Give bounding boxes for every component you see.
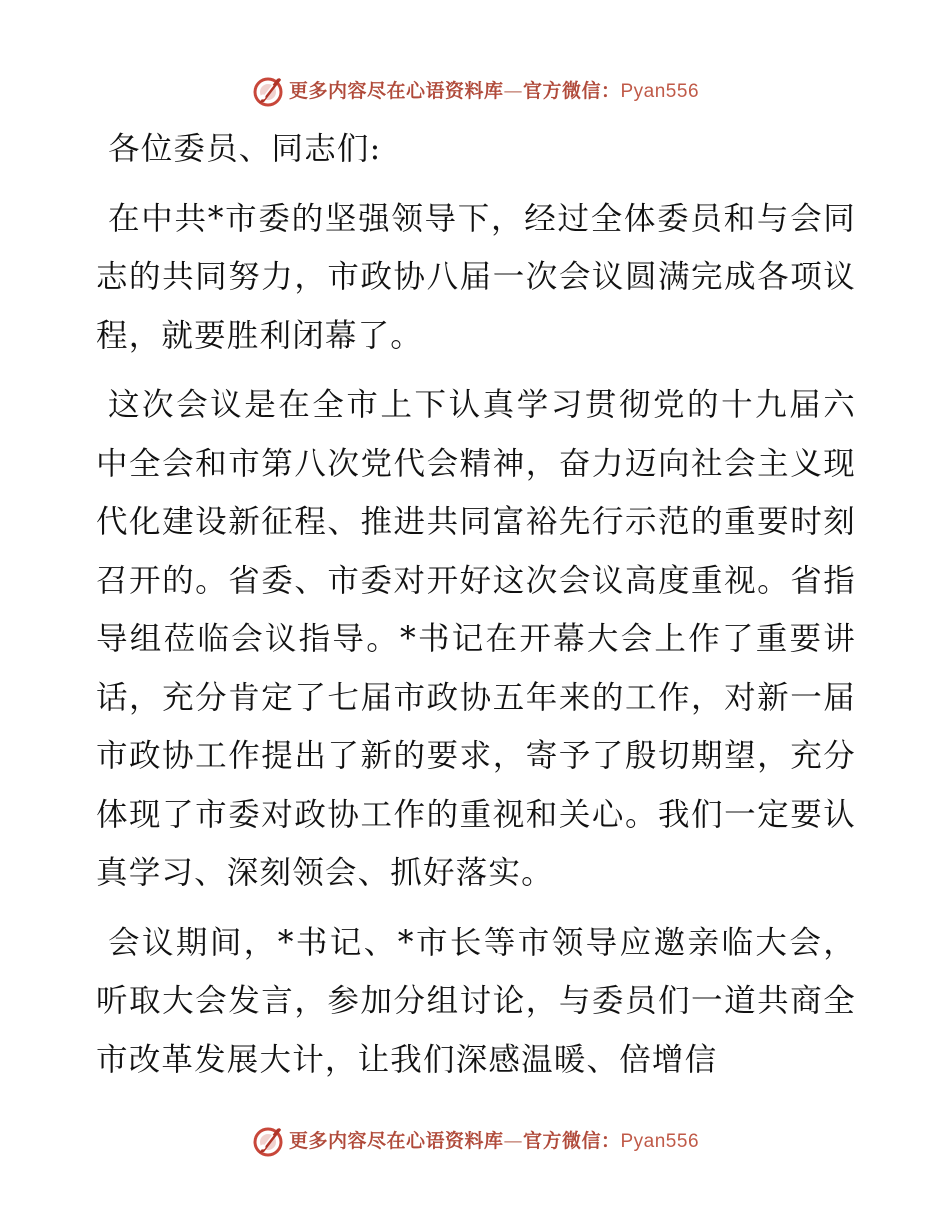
footer-banner [0, 1121, 950, 1161]
paragraph-3: 会议期间，*书记、*市长等市领导应邀亲临大会，听取大会发言，参加分组讨论，与委员们一道共商全市改革发展大计，让我们深感温暖、倍增信 [96, 924, 856, 1078]
paragraph-2: 这次会议是在全市上下认真学习贯彻党的十九届六中全会和市第八次党代会精神，奋力迈向社会主义现代化建设新征程、推进共同富裕先行示范的重要时刻召开的。省委、市委对开好这次会议高度重视。省指导组莅临会议指导。*书记在开幕大会上作了重要讲话，充分肯定了七届市政协五年来的工作，对新一届市政协工作提出了新的要求，寄予了殷切期望，充分体现了市委对政协工作的重视和关心。我们一定要认真学习、深刻领会、抓好落实。 [96, 387, 856, 891]
header-banner [0, 71, 950, 111]
salutation: 各位委员、同志们: [108, 131, 382, 167]
feather-pen-logo-icon [251, 74, 285, 108]
speech-body [96, 120, 856, 1089]
feather-pen-logo-icon [251, 1124, 285, 1158]
footer-banner-text: 更多内容尽在心语资料库—官方微信：Pyan556 [288, 1129, 700, 1152]
header-banner-text: 更多内容尽在心语资料库—官方微信：Pyan556 [288, 79, 700, 102]
paragraph-1: 在中共*市委的坚强领导下，经过全体委员和与会同志的共同努力，市政协八届一次会议圆满完成各项议程，就要胜利闭幕了。 [96, 200, 856, 354]
